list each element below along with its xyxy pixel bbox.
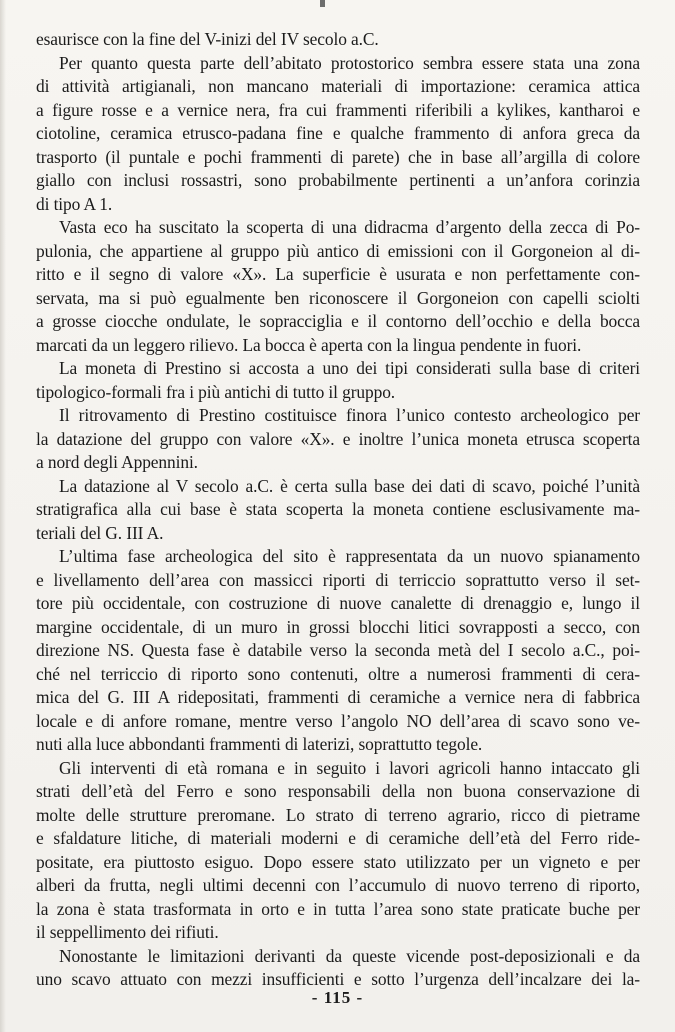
text-line: La datazione al V secolo a.C. è certa sulla base dei dati di scavo, poiché l’unità	[59, 475, 640, 496]
text-line: margine occidentale, di un muro in grossi blocchi litici sovrapposti a secco, con	[36, 616, 640, 637]
text-line: L’ultima fase archeologica del sito è rappresentata da un nuovo spianamento	[59, 546, 640, 566]
text-line: nuti alla luce abbondanti frammenti di laterizi, soprattutto tegole.	[36, 734, 483, 754]
text-line: a grosse ciocche ondulate, le sopracciglia e il contorno dell’occhio e della bocca	[36, 311, 640, 331]
text-line: di tipo A 1.	[36, 193, 113, 214]
text-line: locale e di anfore romane, mentre verso l’angolo NO dell’area di scavo sono ve-	[36, 710, 640, 731]
text-line: ciotoline, ceramica etrusco-padana fine e qualche frammento di anfora greca da	[36, 123, 640, 143]
scan-artifact-mark	[320, 0, 325, 7]
text-line: servata, ma si può egualmente ben riconoscere il Gorgoneion con capelli sciolti	[36, 287, 640, 308]
text-line: direzione NS. Questa fase è databile verso la seconda metà del I secolo a.C., poi-	[36, 640, 640, 660]
text-line: a figure rosse e a vernice nera, fra cui frammenti riferibili a kylikes, kantharoi e	[36, 99, 640, 120]
text-line: Il ritrovamento di Prestino costituisce finora l’unico contesto archeologico per	[59, 405, 640, 425]
text-line: alberi da frutta, negli ultimi decenni con l’accumulo di nuovo terreno di riporto,	[36, 875, 640, 895]
text-line: positate, era piuttosto esiguo. Dopo essere stato utilizzato per un vigneto e per	[36, 851, 640, 872]
body-text	[36, 28, 640, 992]
text-line: pulonia, che appartiene al gruppo più antico di emissioni con il Gorgoneion al di-	[36, 240, 640, 261]
text-line: teriali del G. III A.	[36, 522, 164, 543]
text-line: e sfaldature litiche, di materiali moderni e di ceramiche dell’età del Ferro ride-	[36, 828, 640, 848]
text-line: strati dell’età del Ferro e sono responsabili della non buona conservazione di	[36, 781, 640, 801]
text-line: ritto e il segno di valore «X». La superficie è usurata e non perfettamente con-	[36, 264, 640, 284]
text-line: la datazione del gruppo con valore «X». e inoltre l’unica moneta etrusca scoperta	[36, 428, 640, 449]
text-line: Per quanto questa parte dell’abitato protostorico sembra essere stata una zona	[59, 52, 640, 73]
text-line: di attività artigianali, non mancano materiali di importazione: ceramica attica	[36, 76, 640, 96]
text-line: Nonostante le limitazioni derivanti da queste vicende post-deposizionali e da	[59, 945, 640, 966]
text-line: uno scavo attuato con mezzi insufficienti e sotto l’urgenza dell’incalzare dei la-	[36, 969, 640, 989]
text-line: trasporto (il puntale e pochi frammenti di parete) che in base all’argilla di colore	[36, 146, 640, 167]
text-line: Vasta eco ha suscitato la scoperta di una didracma d’argento della zecca di Po-	[59, 217, 640, 237]
text-line: esaurisce con la fine del V-inizi del IV secolo a.C.	[36, 29, 379, 49]
text-line: marcati da un leggero rilievo. La bocca è aperta con la lingua pendente in fuori.	[36, 334, 582, 355]
text-line: tipologico-formali fra i più antichi di tutto il gruppo.	[36, 381, 396, 402]
text-line: molte delle strutture preromane. Lo strato di terreno agrario, ricco di pietrame	[36, 804, 640, 825]
text-line: stratigrafica alla cui base è stata scoperta la moneta contiene esclusivamente ma-	[36, 499, 640, 519]
text-line: Gli interventi di età romana e in seguito i lavori agricoli hanno intaccato gli	[59, 757, 640, 778]
text-line: e livellamento dell’area con massicci riporti di terriccio soprattutto verso il set-	[36, 569, 640, 590]
page-number: - 115 -	[311, 988, 364, 1007]
text-line: a nord degli Appennini.	[36, 452, 198, 472]
text-line: giallo con inclusi rossastri, sono probabilmente pertinenti a un’anfora corinzia	[36, 170, 640, 190]
scan-edge-shadow	[0, 0, 6, 1032]
text-line: La moneta di Prestino si accosta a uno dei tipi considerati sulla base di criteri	[59, 358, 640, 378]
text-line: la zona è stata trasformata in orto e in tutta l’area sono state praticate buche per	[36, 898, 640, 919]
text-line: il seppellimento dei rifiuti.	[36, 922, 219, 942]
text-line: tore più occidentale, con costruzione di nuove canalette di drenaggio e, lungo il	[36, 593, 640, 613]
text-line: ché nel terriccio di riporto sono contenuti, oltre a numerosi frammenti di cera-	[36, 663, 640, 684]
text-line: mica del G. III A ridepositati, frammenti di ceramiche a vernice nera di fabbrica	[36, 687, 640, 707]
